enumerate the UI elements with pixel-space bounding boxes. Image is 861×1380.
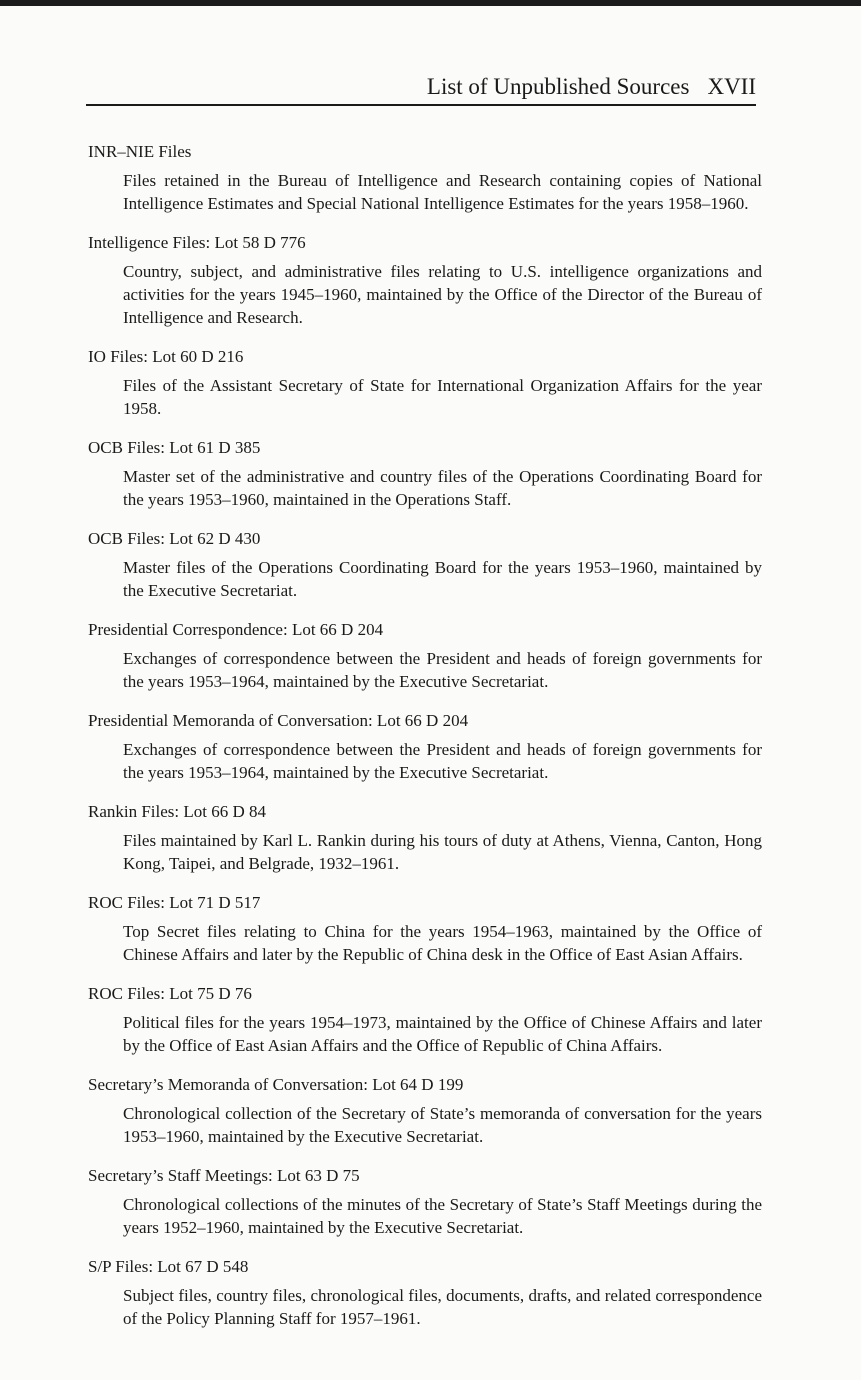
source-entry: [88, 618, 762, 693]
source-entry: [88, 231, 762, 329]
entry-title: Intelligence Files: Lot 58 D 776: [88, 233, 306, 252]
source-entry: [88, 1073, 762, 1148]
entry-description: Files of the Assistant Secretary of State for International Organization Affairs for the year 1958.: [123, 376, 762, 418]
source-entry: [88, 709, 762, 784]
page-top-border: [0, 0, 861, 6]
entry-title: Presidential Correspondence: Lot 66 D 204: [88, 620, 384, 639]
entry-description: Exchanges of correspondence between the President and heads of foreign governments for the years 1953–1964, maintained by the Executive Secretariat.: [123, 649, 762, 691]
source-entry: [88, 891, 762, 966]
entry-title: IO Files: Lot 60 D 216: [88, 347, 244, 366]
entry-description: Files retained in the Bureau of Intelligence and Research containing copies of National Intelligence Estimates and Special National Intelligence Estimates for the years 1958–1960.: [123, 171, 762, 213]
entry-title: Secretary’s Memoranda of Conversation: Lot 64 D 199: [88, 1075, 464, 1094]
entry-title: Presidential Memoranda of Conversation: Lot 66 D 204: [88, 711, 469, 730]
running-header: [86, 72, 756, 106]
source-entry: [88, 800, 762, 875]
entry-description: Subject files, country files, chronological files, documents, drafts, and related correspondence of the Policy Planning Staff for 1957–1961.: [123, 1286, 762, 1328]
source-entry: [88, 1255, 762, 1330]
entry-title: OCB Files: Lot 62 D 430: [88, 529, 261, 548]
source-entry: [88, 436, 762, 511]
entry-description: Country, subject, and administrative files relating to U.S. intelligence organizations and activities for the years 1945–1960, maintained by the Office of the Director of the Bureau of Intelligence and Research.: [123, 262, 762, 327]
source-entry: [88, 1164, 762, 1239]
entry-description: Chronological collection of the Secretary of State’s memoranda of conversation for the years 1953–1960, maintained by the Executive Secretariat.: [123, 1104, 762, 1146]
sources-list: [88, 140, 762, 1346]
entry-description: Master set of the administrative and country files of the Operations Coordinating Board for the years 1953–1960, maintained in the Operations Staff.: [123, 467, 762, 509]
entry-title: OCB Files: Lot 61 D 385: [88, 438, 261, 457]
entry-title: S/P Files: Lot 67 D 548: [88, 1257, 249, 1276]
entry-description: Master files of the Operations Coordinating Board for the years 1953–1960, maintained by the Executive Secretariat.: [123, 558, 762, 600]
entry-description: Chronological collections of the minutes of the Secretary of State’s Staff Meetings during the years 1952–1960, maintained by the Executive Secretariat.: [123, 1195, 762, 1237]
page-number: XVII: [707, 74, 756, 99]
entry-title: ROC Files: Lot 75 D 76: [88, 984, 252, 1003]
source-entry: [88, 982, 762, 1057]
entry-description: Top Secret files relating to China for the years 1954–1963, maintained by the Office of Chinese Affairs and later by the Republic of China desk in the Office of East Asian Affairs.: [123, 922, 762, 964]
entry-description: Exchanges of correspondence between the President and heads of foreign governments for the years 1953–1964, maintained by the Executive Secretariat.: [123, 740, 762, 782]
entry-title: ROC Files: Lot 71 D 517: [88, 893, 261, 912]
entry-description: Files maintained by Karl L. Rankin during his tours of duty at Athens, Vienna, Canton, Hong Kong, Taipei, and Belgrade, 1932–1961.: [123, 831, 762, 873]
entry-title: Secretary’s Staff Meetings: Lot 63 D 75: [88, 1166, 360, 1185]
header-title: List of Unpublished Sources: [426, 74, 690, 99]
entry-description: Political files for the years 1954–1973, maintained by the Office of Chinese Affairs and later by the Office of East Asian Affairs and the Office of Republic of China Affairs.: [123, 1013, 762, 1055]
source-entry: [88, 140, 762, 215]
entry-title: Rankin Files: Lot 66 D 84: [88, 802, 267, 821]
source-entry: [88, 345, 762, 420]
source-entry: [88, 527, 762, 602]
entry-title: INR–NIE Files: [88, 142, 192, 161]
